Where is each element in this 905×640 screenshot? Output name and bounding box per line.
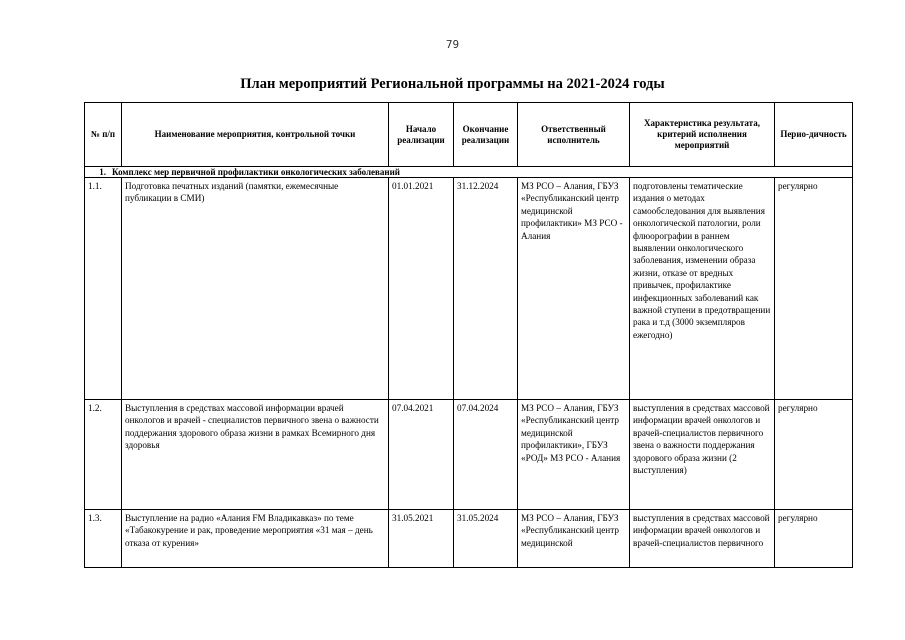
header-name: Наименование мероприятия, контрольной точки [122, 103, 389, 167]
row-responsible: МЗ РСО – Алания, ГБУЗ «Республиканский центр медицинской профилактики» МЗ РСО - Алания [518, 178, 630, 400]
table-header-row [85, 103, 853, 167]
section-row [85, 167, 853, 178]
row-responsible: МЗ РСО – Алания, ГБУЗ «Республиканский центр медицинской профилактики», ГБУЗ «РОД» МЗ РСО - Алания [518, 400, 630, 510]
document-title: План мероприятий Региональной программы на 2021-2024 годы [240, 76, 665, 92]
header-start: Начало реализации [389, 103, 454, 167]
row-periodicity: регулярно [775, 400, 853, 510]
row-end: 31.12.2024 [454, 178, 518, 400]
row-responsible: МЗ РСО – Алания, ГБУЗ «Республиканский центр медицинской [518, 510, 630, 568]
section-cell [85, 167, 853, 178]
plan-table [84, 102, 853, 568]
row-start: 01.01.2021 [389, 178, 454, 400]
header-criteria: Характеристика результата, критерий исполнения мероприятий [630, 103, 775, 167]
row-name: Выступление на радио «Алания FM Владикавказ» по теме «Табакокурение и рак, проведение мероприятия «31 мая – день отказа от курения» [122, 510, 389, 568]
header-num: № п/п [85, 103, 122, 167]
header-responsible: Ответственный исполнитель [518, 103, 630, 167]
row-end: 07.04.2024 [454, 400, 518, 510]
row-periodicity: регулярно [775, 510, 853, 568]
row-criteria: подготовлены тематические издания о методах самообследования для выявления онкологической патологии, роли флюорографии в раннем выявлении онкологического заболевания, изменении образа жизни, отказе от вредных привычек, профилактике инфекционных заболеваний как важной ступени в предотвращении рака и т.д (3000 экземпляров ежегодно) [630, 178, 775, 400]
row-end: 31.05.2024 [454, 510, 518, 568]
page-number: 79 [445, 38, 460, 51]
row-name: Выступления в средствах массовой информации врачей онкологов и врачей - специалистов первичного звена о важности поддержания здорового образа жизни в рамках Всемирного дня здоровья [122, 400, 389, 510]
table-row [85, 178, 853, 400]
row-num: 1.3. [85, 510, 122, 568]
row-start: 07.04.2021 [389, 400, 454, 510]
row-criteria: выступления в средствах массовой информации врачей онкологов и врачей-специалистов первичного звена о важности поддержания здорового образа жизни (2 выступления) [630, 400, 775, 510]
row-criteria: выступления в средствах массовой информации врачей онкологов и врачей-специалистов первичного [630, 510, 775, 568]
header-end: Окончание реализации [454, 103, 518, 167]
table-row [85, 510, 853, 568]
header-periodicity: Перио-дичность [775, 103, 853, 167]
row-num: 1.1. [85, 178, 122, 400]
row-num: 1.2. [85, 400, 122, 510]
row-periodicity: регулярно [775, 178, 853, 400]
section-label: Комплекс мер первичной профилактики онкологических заболеваний [112, 167, 400, 177]
row-name: Подготовка печатных изданий (памятки, ежемесячные публикации в СМИ) [122, 178, 389, 400]
table-row [85, 400, 853, 510]
row-start: 31.05.2021 [389, 510, 454, 568]
section-number: 1. [99, 167, 106, 177]
